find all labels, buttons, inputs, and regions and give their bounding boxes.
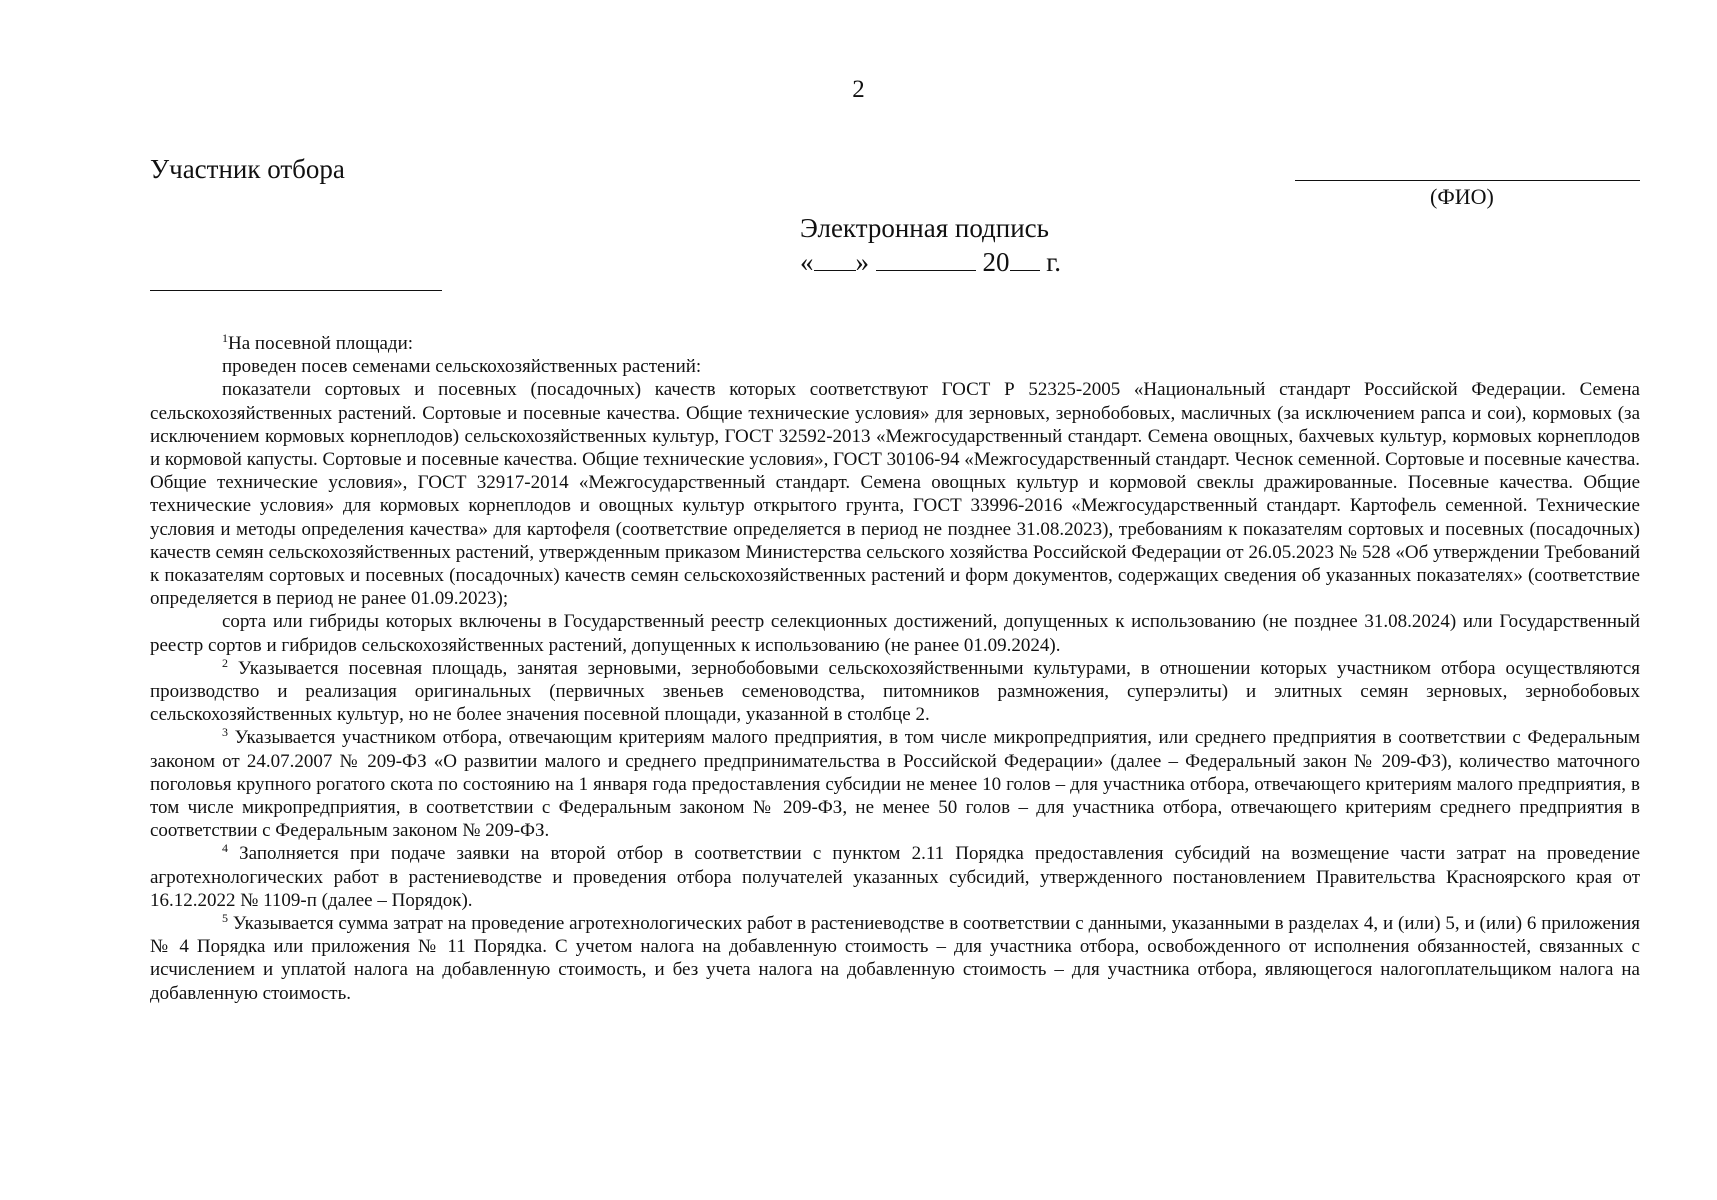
footnote-text: Указывается сумма затрат на проведение агротехнологических работ в растениеводстве в соответствии с данными, указанными в разделах 4, и (или) 5, и (или) 6 приложения № 4 Порядка или приложения № 11 Порядка. С учетом налога на добавленную стоимость – для участника отбора, освобожденного от исполнения обязанностей, связанных с исчислением и уплатой налога на добавленную стоимость, и без учета налога на добавленную стоимость – для участника отбора, являющегося налогоплательщиком налога на добавленную стоимость. <box>150 913 1640 1004</box>
footnote-1-item <box>150 610 1640 656</box>
footnote-mark: 4 <box>222 841 228 856</box>
day-blank <box>814 246 856 271</box>
footnote-mark: 1 <box>222 331 228 345</box>
footnotes <box>150 332 1640 1005</box>
footnote-text: проведен посев семенами сельскохозяйственных растений: <box>222 356 702 378</box>
footnote-1-item <box>150 378 1640 610</box>
footnote-separator-line <box>150 290 442 291</box>
date-line <box>800 246 1061 278</box>
footnote-mark: 5 <box>222 911 228 926</box>
footnote-text: На посевной площади: <box>228 333 414 354</box>
footnote-text: Заполняется при подаче заявки на второй отбор в соответствии с пунктом 2.11 Порядка предоставления субсидий на возмещение части затрат на проведение агротехнологических работ в растениеводстве и проведения отбора получателей указанных субсидий, утвержденного постановлением Правительства Красноярского края от 16.12.2022 № 1109-п (далее – Порядок). <box>150 843 1641 911</box>
year-suffix: г. <box>1046 247 1062 277</box>
date-open-quote: « <box>800 247 814 277</box>
year-blank <box>1010 246 1040 271</box>
year-prefix: 20 <box>982 247 1010 277</box>
month-blank <box>876 246 976 271</box>
footnote-mark: 2 <box>222 655 228 670</box>
footnote-text: сорта или гибриды которых включены в Государственный реестр селекционных достижений, допущенных к использованию (не позднее 31.08.2024) или Государственный реестр сортов и гибридов сельскохозяйственных растений, допущенных к использованию (не ранее 01.09.2024). <box>150 611 1640 656</box>
footnote-mark: 3 <box>222 725 228 740</box>
date-close-quote: » <box>855 247 869 277</box>
fio-signature-line <box>1295 180 1640 181</box>
footnote-1-item <box>150 355 1640 378</box>
electronic-signature-label: Электронная подпись <box>800 213 1049 243</box>
footnote-text: Указывается участником отбора, отвечающим критериям малого предприятия, в том числе микропредприятия, или среднего предприятия в соответствии с Федеральным законом от 24.07.2007 № 209-ФЗ «О развитии малого и среднего предпринимательства в Российской Федерации» (далее – Федеральный закон № 209-ФЗ), количество маточного поголовья крупного рогатого скота по состоянию на 1 января года предоставления субсидии не менее 10 голов – для участника отбора, отвечающего критериям малого предприятия, в том числе микропредприятия, в соответствии с Федеральным законом № 209-ФЗ, не менее 50 голов – для участника отбора, отвечающего критериям среднего предприятия в соответствии с Федеральным законом № 209-ФЗ. <box>150 727 1640 842</box>
footnote-2 <box>150 657 1640 727</box>
fio-label: (ФИО) <box>1430 184 1494 209</box>
footnote-text: показатели сортовых и посевных (посадочных) качеств которых соответствуют ГОСТ Р 52325-2005 «Национальный стандарт Российской Федерации. Семена сельскохозяйственных растений. Сортовые и посевные качества. Общие технические условия» для зерновых, зернобобовых, масличных (за исключением рапса и сои), кормовых (за исключением кормовых корнеплодов) сельскохозяйственных культур, ГОСТ 32592-2013 «Межгосударственный стандарт. Семена овощных, бахчевых культур, кормовых корнеплодов и кормовой капусты. Сортовые и посевные качества. Общие технические условия», ГОСТ 30106-94 «Межгосударственный стандарт. Чеснок семенной. Сортовые и посевные качества. Общие технические условия», ГОСТ 32917-2014 «Межгосударственный стандарт. Семена овощных культур и кормовой свеклы дражированные. Посевные качества. Общие технические условия» для кормовых корнеплодов и овощных культур открытого грунта, ГОСТ 33996-2016 «Межгосударственный стандарт. Картофель семенной. Технические условия и методы определения качества» для картофеля (соответствие определяется в период не позднее 31.08.2023), требованиям к показателям сортовых и посевных (посадочных) качеств семян сельскохозяйственных растений, утвержденным приказом Министерства сельского хозяйства Российской Федерации от 26.05.2023 № 528 «Об утверждении Требований к показателям сортовых и посевных (посадочных) качеств семян сельскохозяйственных растений и форм документов, содержащих сведения об указанных показателях» (соответствие определяется в период не ранее 01.09.2023); <box>150 379 1640 610</box>
footnote-3 <box>150 726 1640 842</box>
page-number: 2 <box>852 76 865 103</box>
footnote-text: Указывается посевная площадь, занятая зерновыми, зернобобовыми сельскохозяйственными культурами, в отношении которых участником отбора осуществляются производство и реализация оригинальных (первичных звеньев семеноводства, питомников размножения, суперэлиты) и элитных семян зерновых, зернобобовых сельскохозяйственных культур, но не более значения посевной площади, указанной в столбце 2. <box>150 657 1641 726</box>
footnote-4 <box>150 842 1640 912</box>
footnote-1 <box>150 332 1640 355</box>
footnote-5 <box>150 912 1640 1005</box>
participant-label: Участник отбора <box>150 154 345 184</box>
